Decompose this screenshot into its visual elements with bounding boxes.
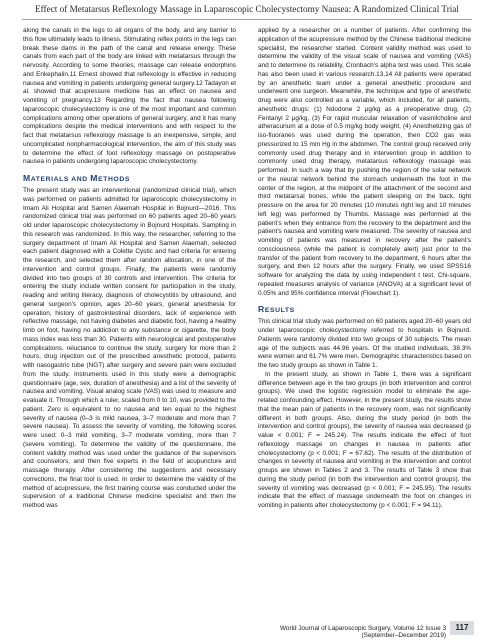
- journal-citation: World Journal of Laparoscopic Surgery, Volume 12 Issue 3 (September–December 2019): [279, 625, 446, 639]
- section-heading-materials-methods: MATERIALS AND METHODS: [23, 173, 130, 183]
- body-paragraph: applied by a researcher on a number of patients. After confirming the application of the acupressure method by the Chinese traditional medicine specialist, the researcher started. Content validity method was used to determine the validity of the visual scale of nausea and vomiting (VAS) and to determine its reliability, Cronbach's alpha test was used. This scale has also been used in various research.13,14 All patients were operated by an anesthetic team under a general anesthetic procedure and underwent one surgeon. Meanwhile, the technique and type of anesthetic drug were also controlled as a variable, which included, for all patients, anesthetic drugs: (1) Ndodone 2 μg/kg as a preoperative drug, (2) Fentanyl 2 μg/kg, (3) For rapid muscular relaxation of vasinilcholine and atheracurium at a dose of 0.5 mg/kg body weight, (4) Anesthetizing gas of iso-fluoranes was used during the operation, then CO2 gas was pressurized to 15 mm Hg in the abdomen. The control group received only commonly used drug therapy and in intervention group in addition to commonly used drug therapy, metatarsus reflexology massage was performed. In such a way that by pushing the region of the solar network or the neural network behind the stomach underneath the foot in the center of the region, at the midpoint of the attachment of the second and third metatarsal bones, while the patient sleeping on the back, tight pressure on the area for 20 minutes (10 minutes right leg and 10 minutes left leg) was performed by Thumbs. Massage was performed at the patient's when they entrance from the recovery to the department and the patient's nausea and vomiting were measured. The severity of nausea and vomiting of patients was measured in recovery after the patient's consciousness (while the patient is completely alert) just prior to the transfer of the patient from recovery to the department, 6 hours after the surgery, and then 12 hours after the surgery. Finally, we used SPSS16 software for analyzing the data by using independent t test, Chi-square, repeated measures analysis of variance (ANOVA) at a significant level of 0.05% and 95% confidence interval (Flowchart 1).: [258, 27, 471, 297]
- body-paragraph: along the canals in the legs to all organs of the body, and any barrier to this flow ultimately leads to illness. Stimulating reflex points in the legs can break these dams in the path of the canal and release energy. These canals from each part of the body are linked with metatarsus through the nervosity. According to some theories, massage can release endorphins and Enkephalin.11 Ernest showed that reflexology is effective in reducing nausea and vomiting in patients undergoing general surgery.12 Tadayon et al. showed that acupressure medicine has an effect on nausea and vomiting of pregnancy.13 Regarding the fact that nausea following laparoscopic cholecystectomy is one of the most important and common complications among other operations of general surgery, and it has many complications despite the medical interventions and with respect to the fact that metatarsus reflexology massage is an inexpensive, simple, and uncomplicated nonpharmacological intervention, the aim of this study was to determine the effect of foot reflexology massage on postoperative nausea in patients undergoing laparoscopic cholecystectomy.: [23, 27, 236, 166]
- body-paragraph: In the present study, as shown in Table 1, there was a significant difference between age in the two groups (in both intervention and control groups). We used the logistic regression model to eliminate the age-related confounding effect. However, in the present study, the results show that the mean pain of patients in the recovery room, was not significantly different in both groups. Also, during the study period (in both the intervention and control groups), the severity of nausea was decreased (p value < 0.001; F = 245.24). The results indicate the effect of foot reflexology massage on changes in nausea in patients after cholecystectomy (p < 0.001; F = 67.62). The results of the distribution of changes in severity of nausea and vomiting in the intervention and control groups are shown in Tables 2 and 3. The results of Table 3 show that during the study period (in both the intervention and control groups), the severity of vomiting was decreased (p < 0.001; F = 245.95). The results indicate that the effect of massage underneath the foot on changes in vomiting in patients after cholecystectomy (p < 0.001; F = 94.11).: [258, 370, 471, 509]
- running-header: Effect of Metatarsus Reflexology Massage in Laparoscopic Cholecystectomy Nausea: A Randomized Clinical Trial: [35, 4, 459, 14]
- header-rule: [22, 19, 472, 20]
- body-paragraph: The present study was an interventional (randomized clinical trial), which was performed on patients admitted for laparoscopic cholecystectomy in Imam Ali Hospital and Samen Alaemah Hospital in Bojnurd—2016. This randomized clinical trial was performed on 60 patients aged 20–60 years old under laparoscopic cholecystectomy in Bojnurd Hospitals. Sampling in this research was randomized. In this way, the researcher, referring to the surgery department of Imam Ali Hospital and Samen Alaemah, selected each patient diagnosed with a Colette Cystic and had criteria for entering the research, and selected them after random allocation, in one of the intervention and control groups. Finally, the patients were randomly divided into two groups of 30 controls and intervention. The criteria for entering the study include written consent for participation in the study, reading and writing literacy, diagnosis of cholecystitis by ultrasound, and general surgeon's opinion, ages 20–60 years, general anesthesia for operation, history of gastrointestinal disorders, lack of experience with reflective massage, not having diabetes and diabetic foot, having a healthy limb on foot, having no addiction to any substance or cigarette, the body mass index was less than 30. Patients with neurological and postoperative complications, reluctance to continue the study, surgery for more than 2 hours, drug injection out of the prescribed anesthetic protocol, patients with nasogastric tube (NGT) after surgery and severe pain were excluded from the study. Instruments used in this study were a demographic questionnaire (age, sex, duration of anesthesia) and a list of the severity of nausea and vomiting. Visual analog scale (VAS) was used to measure and evaluate it. Through which a ruler, scaled from 0 to 10, was provided to the patient. Zero is equivalent to no nausea and ten equal to the highest severity of nausea (0–3 is mild nausea, 3–7 moderate and more than 7 severe nausea). To assess the severity of vomiting, the following scores were used: 0–3 mild vomiting, 3–7 moderate vomiting, more than 7 (severe vomiting). To determine the validity of the questionnaire, the content validity method was used under the guidance of the supervisors and counselors, and then five experts in the field of acupuncture and massage therapy. After considering the suggestions and necessary corrections, the final tool is used. In order to determine the validity of the method of acupressure, the first training course was conducted under the supervision of a traditional Chinese medicine specialist and then the method was: [23, 187, 236, 509]
- section-heading-results: RESULTS: [258, 304, 295, 315]
- right-column: [258, 27, 471, 511]
- body-paragraph: This clinical trial study was performed on 60 patients aged 20–60 years old under laparoscopic cholecystectomy referred to hospitals in Bojnurd. Patients were randomly divided into two groups of 30 subjects. The mean age of the subjects was 44.96 years. Of the studied individuals, 38.3% were women and 61.7% were men. Demographic characteristics based on the two study groups as shown in Table 1.: [258, 318, 471, 369]
- page-number: 117: [450, 621, 474, 635]
- left-column: [23, 27, 236, 511]
